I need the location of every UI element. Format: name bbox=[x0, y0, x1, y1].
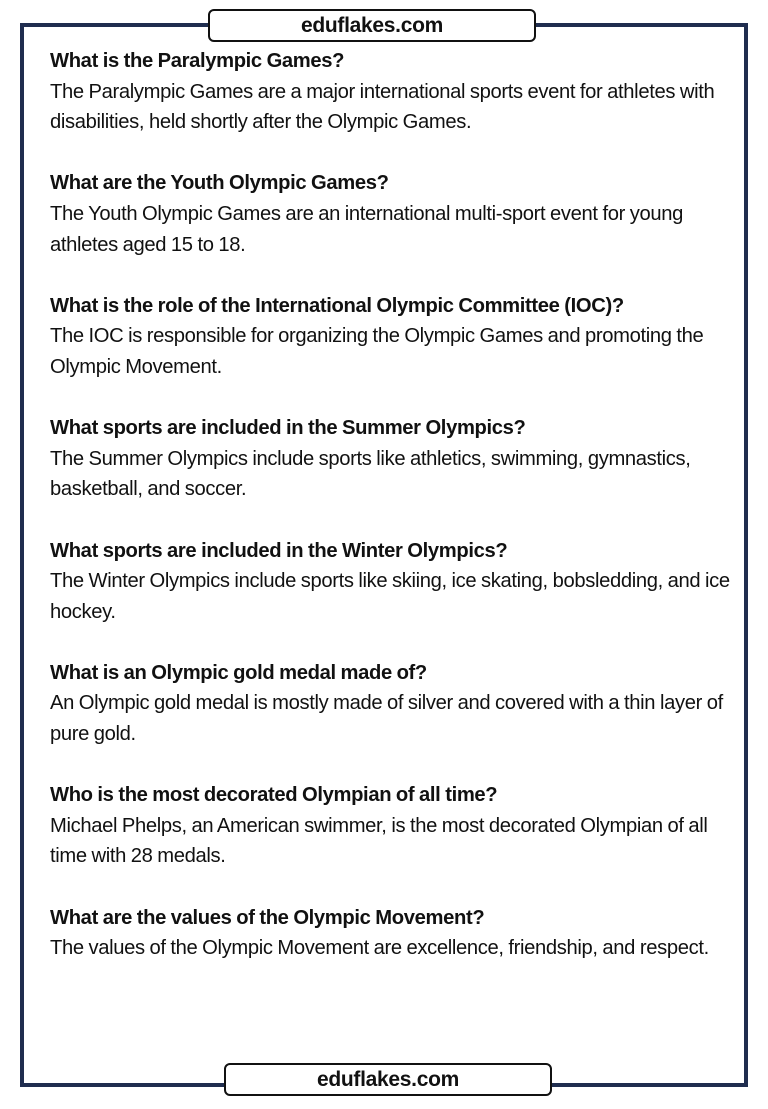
faq-item bbox=[50, 46, 730, 138]
faq-question: What is an Olympic gold medal made of? bbox=[50, 661, 427, 684]
footer-site-label: eduflakes.com bbox=[224, 1063, 552, 1096]
faq-answer: The Winter Olympics include sports like skiing, ice skating, bobsledding, and ice hockey. bbox=[50, 570, 730, 623]
faq-question: What sports are included in the Winter Olympics? bbox=[50, 539, 508, 562]
faq-question: What is the role of the International Olympic Committee (IOC)? bbox=[50, 294, 624, 317]
faq-question: Who is the most decorated Olympian of all time? bbox=[50, 784, 498, 807]
faq-question: What is the Paralympic Games? bbox=[50, 50, 345, 72]
faq-answer: The Youth Olympic Games are an international multi-sport event for young athletes aged 15 to 18. bbox=[50, 202, 683, 256]
faq-item bbox=[50, 291, 730, 383]
faq-answer: The values of the Olympic Movement are excellence, friendship, and respect. bbox=[50, 937, 709, 960]
faq-answer: Michael Phelps, an American swimmer, is the most decorated Olympian of all time with 28 medals. bbox=[50, 814, 708, 868]
faq-item bbox=[50, 413, 730, 505]
faq-item bbox=[50, 903, 730, 964]
faq-item bbox=[50, 780, 730, 872]
faq-answer: The Paralympic Games are a major international sports event for athletes with disabilities, held shortly after the Olympic Games. bbox=[50, 80, 715, 134]
faq-item bbox=[50, 536, 730, 628]
faq-answer: The Summer Olympics include sports like athletics, swimming, gymnastics, basketball, and soccer. bbox=[50, 447, 691, 501]
faq-item bbox=[50, 658, 730, 750]
faq-item bbox=[50, 168, 730, 260]
faq-answer: The IOC is responsible for organizing the Olympic Games and promoting the Olympic Movement. bbox=[50, 325, 704, 378]
faq-question: What sports are included in the Summer Olympics? bbox=[50, 417, 526, 440]
header-site-label: eduflakes.com bbox=[208, 9, 536, 42]
faq-answer: An Olympic gold medal is mostly made of silver and covered with a thin layer of pure gold. bbox=[50, 692, 723, 746]
faq-list bbox=[50, 46, 730, 994]
faq-question: What are the Youth Olympic Games? bbox=[50, 172, 389, 195]
faq-question: What are the values of the Olympic Movement? bbox=[50, 906, 485, 929]
